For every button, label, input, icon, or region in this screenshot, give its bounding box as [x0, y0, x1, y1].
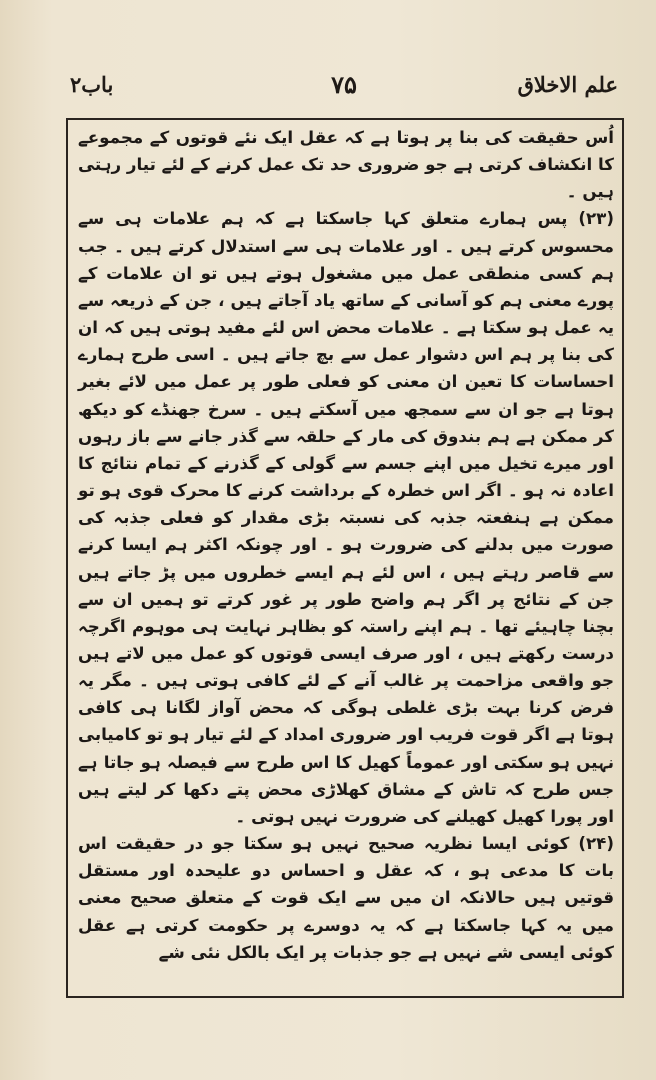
chapter-label: باب۲ — [70, 72, 114, 97]
paragraph: (۲۴) کوئی ایسا نظریہ صحیح نہیں ہو سکتا جو در حقیقت اس بات کا مدعی ہو ، کہ عقل و احساس دو علیحدہ اور مستقل قوتیں ہیں حالانکہ ان میں سے ایک قوت کے متعلق صحیح معنی میں یہ کہا جاسکتا ہے کہ یہ دوسرے پر حکومت کرتی ہے عقل کوئی ایسی شے نہیں ہے جو جذبات پر ایک بالکل نئی شے — [78, 833, 614, 962]
page-number: ۷۵ — [331, 70, 357, 99]
body-text — [78, 124, 614, 966]
book-title: علم الاخلاق — [517, 72, 618, 97]
page-header — [70, 66, 618, 110]
paragraph: (۲۳) پس ہمارے متعلق کہا جاسکتا ہے کہ ہم علامات ہی سے محسوس کرتے ہیں ۔ اور علامات ہی سے استدلال کرتے ہیں ۔ جب ہم کسی منطقی عمل میں مشغول ہوتے ہیں تو ان علامات کے پورے معنی ہم کو آسانی کے ساتھ یاد آجاتے ہیں ، جن کے ذریعہ سے یہ عمل ہو سکتا ہے ۔ علامات محض اس لئے مفید ہوتی ہیں کہ ان کی بنا پر ہم اس دشوار عمل سے بچ جاتے ہیں ۔ اسی طرح ہمارے احساسات کا تعین ان معنی کو فعلی طور پر عمل میں لائے بغیر ہوتا ہے جو ان سے سمجھ میں آسکتے ہیں ۔ سرخ جھنڈے کو دیکھ کر ممکن ہے ہم بندوق کی مار کے حلقہ سے گذر جانے سے باز رہوں اور میرے تخیل میں اپنے جسم سے گولی کے گذرنے کے تمام نتائج کا اعادہ نہ ہو ۔ اگر اس خطرہ کے برداشت کرنے کا محرک قوی ہو تو ممکن ہے ہنفعتہ جذبہ کی نسبتہ بڑی مقدار کو فعلی جذبہ کی صورت میں بدلنے کی ضرورت ہو ۔ اور چونکہ اکثر ہم ایسا کرنے سے قاصر رہتے ہیں ، اس لئے ہم ایسے خطروں میں پڑ جاتے ہیں جن کے نتائج پر اگر ہم واضح طور پر غور کرتے تو ہمیں ان سے بچنا چاہیئے تھا ۔ ہم اپنے راستہ کو بظاہر نہایت ہی موہوم اگرچہ درست رکھتے ہیں ، اور صرف ایسی قوتوں کو عمل میں لاتے ہیں جو واقعی مزاحمت پر غالب آنے کے لئے کافی ہوتی ہیں ۔ مگر یہ فرض کرنا بہت بڑی غلطی ہوگی کہ محض آواز لگانا ہی کافی ہوتا ہے اگر قوت فریب اور ضروری امداد کے لئے تیار ہو تو کامیابی نہیں ہو سکتی اور عموماً کھیل کا اس طرح سے فیصلہ ہو جاتا ہے جس طرح کہ تاش کے مشاق کھلاڑی محض پتے دکھا کر لیتے ہیں اور پورا کھیل کھیلنے کی ضرورت نہیں ہوتی ۔ — [78, 208, 614, 826]
paragraph: اُس حقیقت کی بنا پر ہوتا ہے کہ عقل ایک نئے قوتوں کے مجموعے کا انکشاف کرتی ہے جو ضروری حد تک عمل کرنے کے لئے تیار رہتی ہیں ۔ — [78, 127, 614, 202]
